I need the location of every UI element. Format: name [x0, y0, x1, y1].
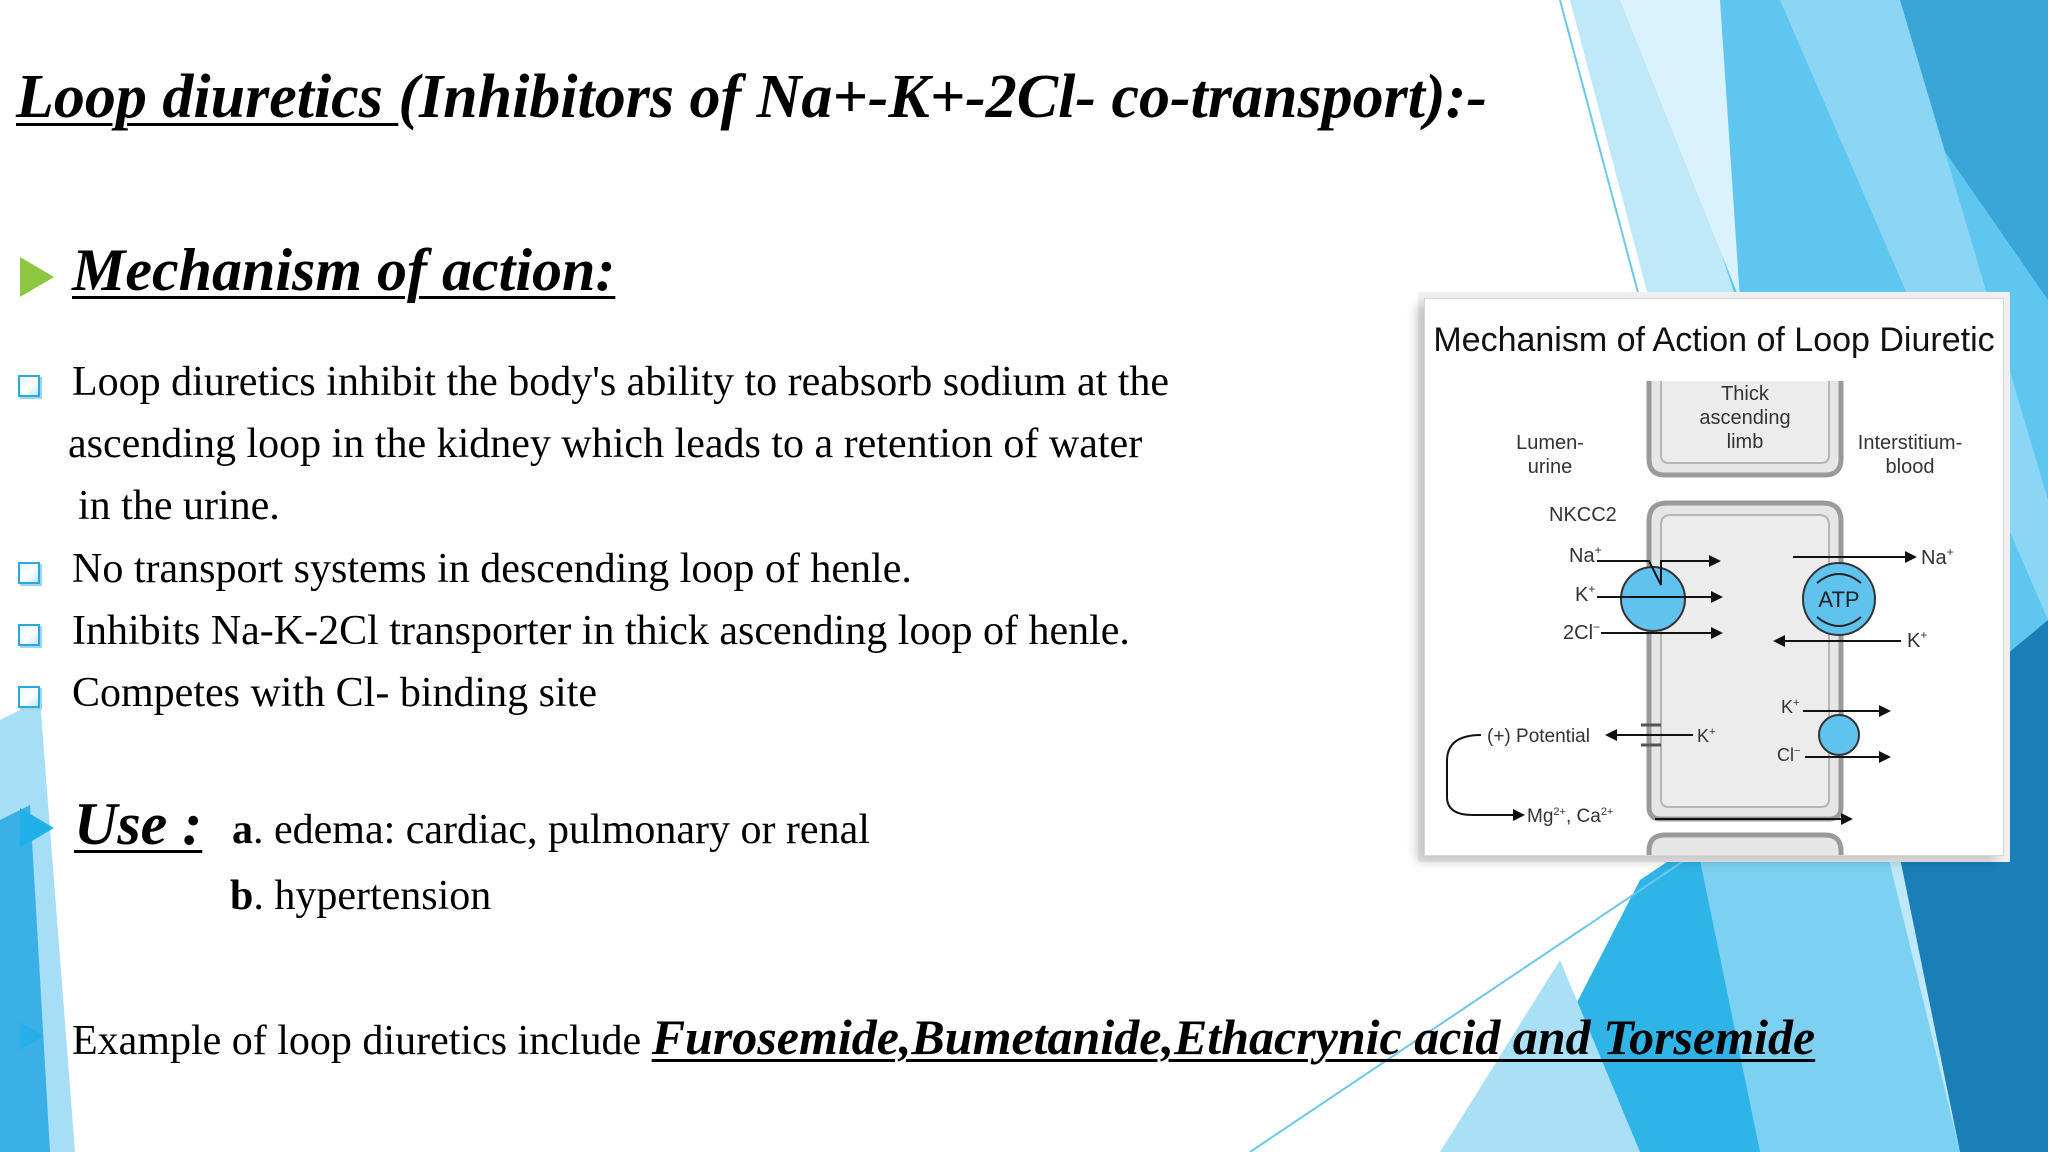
example-drugs: Furosemide,Bumetanide,Ethacrynic acid and Torsemide: [651, 1009, 1816, 1065]
bullet-text-2: No transport systems in descending loop of henle.: [72, 546, 912, 592]
epithelial-cell-inner: [1661, 515, 1829, 807]
bullet-text-3: Inhibits Na-K-2Cl transporter in thick ascending loop of henle.: [72, 608, 1130, 654]
label-lumen: Lumen-: [1516, 432, 1584, 454]
example-line: [72, 1008, 1815, 1066]
label-2cl-left: 2Cl−: [1563, 620, 1601, 644]
label-mg-ca: $Mg^{2+}$, $Ca^{2+}$: [1527, 806, 1614, 827]
label-blood: blood: [1885, 456, 1935, 478]
loop-diuretic-diagram: [1425, 299, 2003, 855]
label-k-channel: K+: [1697, 726, 1716, 746]
use-item-a-marker: a: [232, 807, 253, 853]
use-item-b-text: . hypertension: [253, 873, 492, 919]
bullet-text-1-cont2: in the urine.: [78, 483, 280, 529]
label-na-left: Na+: [1569, 543, 1602, 567]
bottom-cell: [1649, 835, 1841, 855]
mechanism-figure: [1424, 298, 2004, 856]
label-cl-lower: Cl−: [1777, 745, 1801, 765]
triangle-bullet-icon: [20, 808, 54, 848]
use-item-a-text: . edema: cardiac, pulmonary or renal: [253, 807, 870, 853]
use-item-b: [230, 872, 491, 920]
label-nkcc2: NKCC2: [1549, 504, 1617, 526]
label-k-left: K+: [1575, 582, 1596, 606]
kcl-channel: [1819, 715, 1859, 755]
label-k-lower: K+: [1781, 697, 1800, 717]
square-bullet-icon: [18, 375, 40, 397]
label-atp: ATP: [1818, 587, 1860, 612]
label-thick: Thick: [1721, 383, 1769, 405]
figure-title: Mechanism of Action of Loop Diuretic: [1433, 321, 1995, 359]
label-limb: limb: [1726, 431, 1764, 453]
label-urine: urine: [1527, 456, 1573, 478]
use-item-a: [232, 806, 870, 854]
slide-title: [16, 62, 1487, 133]
label-ascending: ascending: [1699, 407, 1791, 429]
triangle-bullet-icon: [20, 257, 54, 297]
mechanism-heading: Mechanism of action:: [72, 237, 616, 303]
bullet-text-4: Competes with Cl- binding site: [72, 670, 597, 716]
square-bullet-icon: [18, 686, 40, 708]
label-na-right: Na+: [1921, 545, 1954, 569]
title-rest: (Inhibitors of Na+-K+-2Cl- co-transport):-: [398, 63, 1487, 131]
square-bullet-icon: [18, 624, 40, 646]
square-bullet-icon: [18, 562, 40, 584]
label-potential: (+) Potential: [1487, 726, 1590, 747]
potential-loop-arrow: [1447, 735, 1515, 815]
title-underlined: Loop diuretics: [16, 63, 399, 131]
label-interstitium: Interstitium-: [1857, 432, 1963, 454]
example-prefix: Example of loop diuretics include: [72, 1018, 652, 1064]
use-item-b-marker: b: [230, 873, 254, 919]
nkcc2-transporter: [1621, 567, 1685, 631]
label-k-right: K+: [1907, 628, 1928, 652]
triangle-bullet-icon: [20, 1022, 44, 1050]
use-heading: Use :: [74, 791, 203, 857]
bullet-text-1-cont: ascending loop in the kidney which leads to a retention of water: [68, 421, 1143, 467]
bullet-text-1: Loop diuretics inhibit the body's ability to reabsorb sodium at the: [72, 359, 1170, 405]
